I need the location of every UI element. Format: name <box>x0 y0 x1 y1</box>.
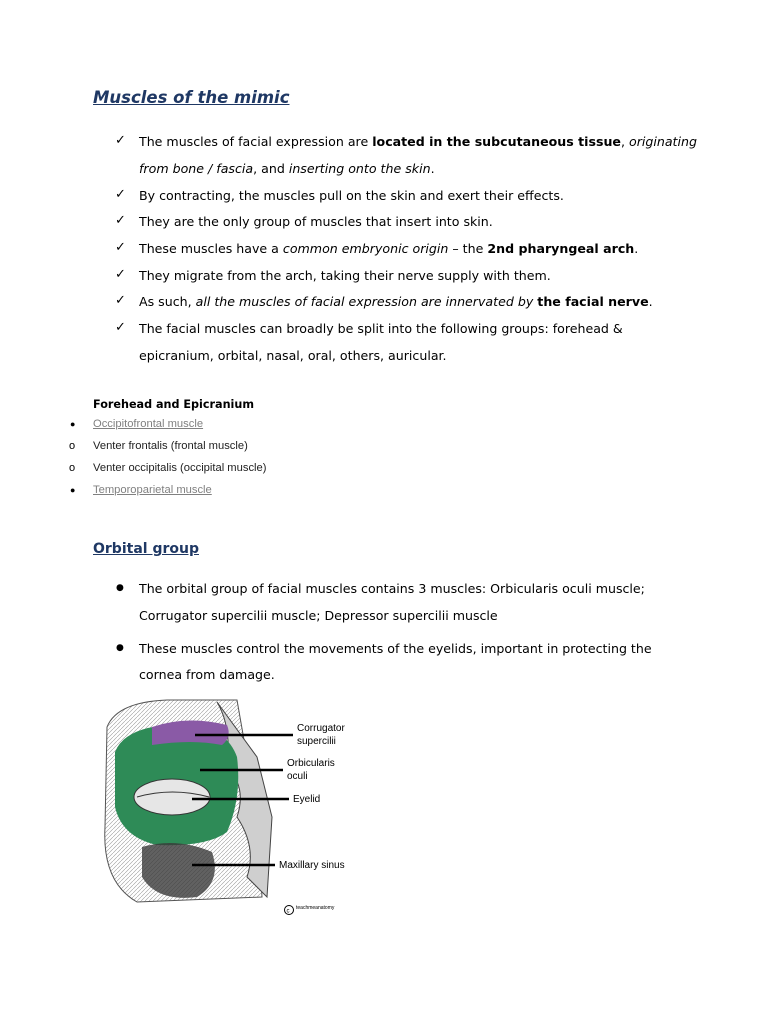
intro-line: The facial muscles can broadly be split into the following groups: forehead & <box>139 321 623 336</box>
checkmark-icon: ✓ <box>115 240 126 255</box>
bullet-dot: ● <box>116 583 124 593</box>
intro-line: from bone / fascia, and inserting onto the skin. <box>139 161 435 176</box>
intro-line: These muscles have a common embryonic origin – the 2nd pharyngeal arch. <box>139 241 639 256</box>
forehead-heading: Forehead and Epicranium <box>93 398 255 411</box>
sub-bullet: o <box>69 440 76 452</box>
corrugator-supercilii-shape <box>152 720 229 745</box>
orbital-heading: Orbital group <box>93 541 199 557</box>
credit-text: teachmeanatomy <box>296 905 335 911</box>
orbital-line-3: These muscles control the movements of the eyelids, important in protecting the <box>139 641 652 656</box>
intro-line: As such, all the muscles of facial expression are innervated by the facial nerve. <box>139 294 653 309</box>
label-eyelid: Eyelid <box>293 794 321 805</box>
label-maxillary: Maxillary sinus <box>279 860 345 871</box>
eyeball <box>134 779 210 815</box>
svg-text:c: c <box>286 908 290 915</box>
intro-line: They are the only group of muscles that insert into skin. <box>139 214 493 229</box>
bullet-dot: ● <box>116 643 124 653</box>
intro-line: They migrate from the arch, taking their nerve supply with them. <box>139 268 551 283</box>
checkmark-icon: ✓ <box>115 320 126 335</box>
muscle-link[interactable]: Temporoparietal muscle <box>93 484 212 496</box>
orbital-line-1: The orbital group of facial muscles contains 3 muscles: Orbicularis oculi muscle; <box>139 581 645 596</box>
orbital-line-2: Corrugator supercilii muscle; Depressor supercilii muscle <box>139 608 498 623</box>
orbital-line-4: cornea from damage. <box>139 667 275 682</box>
label-orbicularis: Orbicularis oculi <box>287 758 335 782</box>
checkmark-icon: ✓ <box>115 187 126 202</box>
intro-line: The muscles of facial expression are located in the subcutaneous tissue, originating <box>139 134 697 149</box>
muscle-link[interactable]: Occipitofrontal muscle <box>93 418 204 430</box>
intro-line: By contracting, the muscles pull on the skin and exert their effects. <box>139 188 564 203</box>
bullet-dot: ● <box>70 485 76 495</box>
checkmark-icon: ✓ <box>115 213 126 228</box>
sub-bullet: o <box>69 462 76 474</box>
bullet-dot: ● <box>70 419 76 429</box>
checkmark-icon: ✓ <box>115 267 126 282</box>
muscle-item: Venter occipitalis (occipital muscle) <box>93 462 267 474</box>
label-corrugator: Corrugator supercilii <box>297 723 345 747</box>
page-title: Muscles of the mimic <box>93 88 290 107</box>
intro-line: epicranium, orbital, nasal, oral, others, auricular. <box>139 348 447 363</box>
checkmark-icon: ✓ <box>115 293 126 308</box>
checkmark-icon: ✓ <box>115 133 126 148</box>
muscle-item: Venter frontalis (frontal muscle) <box>93 440 248 452</box>
orbit-anatomy-figure <box>97 697 367 919</box>
